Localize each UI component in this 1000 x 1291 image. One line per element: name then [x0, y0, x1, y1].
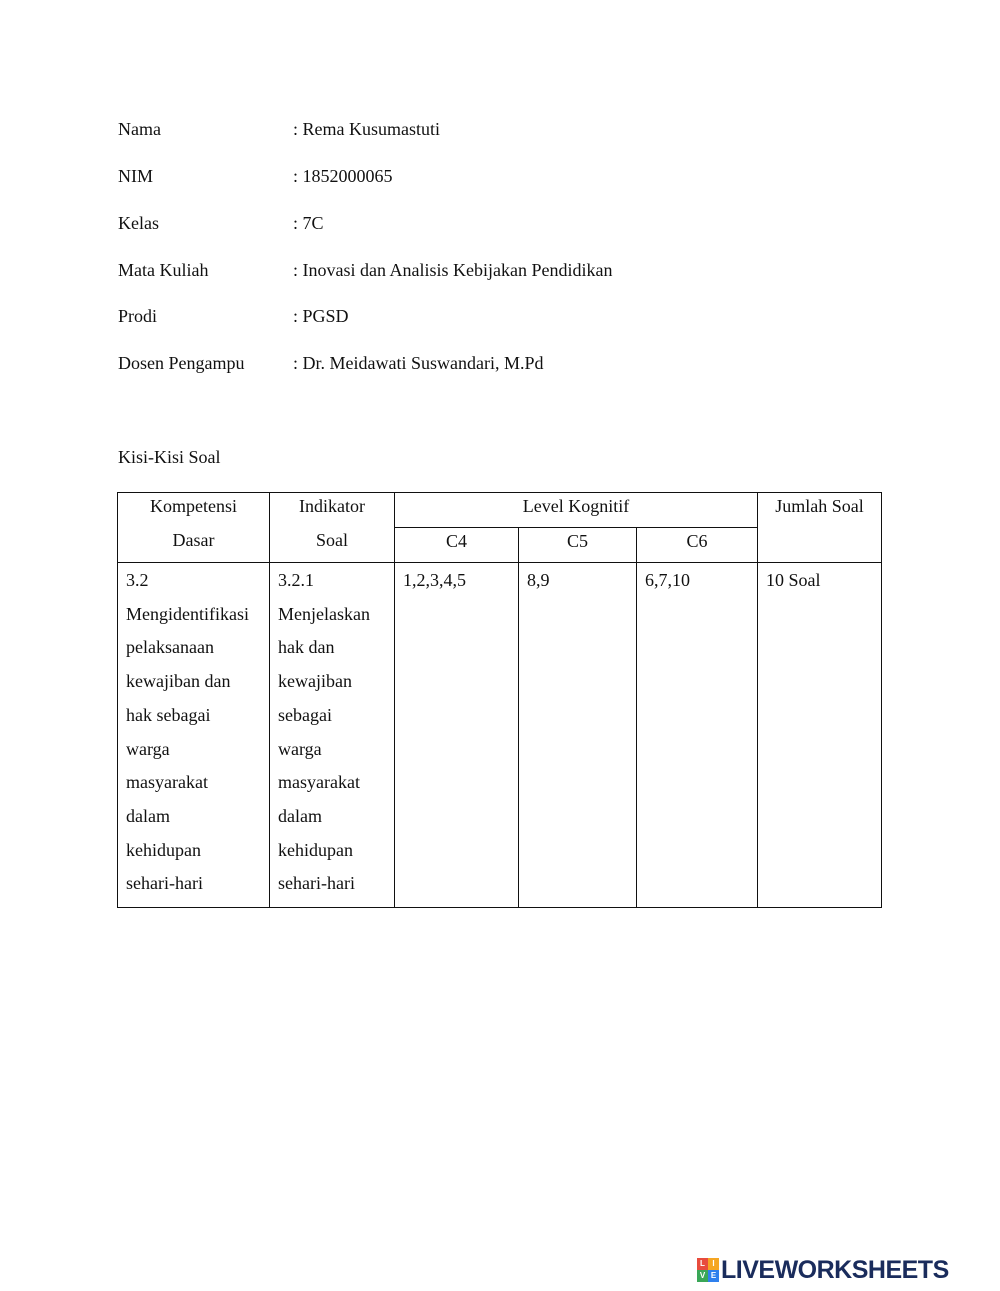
table-row — [118, 563, 882, 908]
logo-block: V — [697, 1270, 708, 1282]
logo-block: I — [708, 1258, 719, 1270]
cell-line: kehidupan — [278, 839, 353, 860]
table-header-row — [118, 493, 882, 528]
logo-text: LIVEWORKSHEETS — [721, 1256, 949, 1284]
header-kompetensi-dasar — [118, 493, 270, 563]
info-label: Mata Kuliah — [118, 260, 209, 280]
header-jumlah-soal — [758, 493, 882, 563]
cell-line: hak dan — [278, 637, 335, 658]
info-label: Nama — [118, 119, 161, 139]
cell-kompetensi-dasar — [118, 563, 270, 908]
header-c5: C5 — [519, 528, 637, 563]
liveworksheets-logo — [697, 1257, 949, 1283]
cell-line: Menjelaskan — [278, 603, 370, 624]
cell-line: kehidupan — [126, 839, 201, 860]
cell-c5: 8,9 — [519, 563, 637, 908]
info-label: NIM — [118, 166, 153, 186]
header-level-kognitif: Level Kognitif — [395, 493, 758, 528]
logo-block: L — [697, 1258, 708, 1270]
cell-line: warga — [126, 738, 170, 759]
info-value: : 7C — [293, 213, 324, 233]
cell-c6: 6,7,10 — [637, 563, 758, 908]
cell-line: kewajiban dan — [126, 671, 231, 692]
header-line: Indikator — [299, 496, 365, 516]
cell-line: Mengidentifikasi — [126, 603, 249, 624]
cell-line: sehari-hari — [126, 873, 203, 894]
logo-block: E — [708, 1270, 719, 1282]
header-c4: C4 — [395, 528, 519, 563]
cell-line: warga — [278, 738, 322, 759]
cell-line: hak sebagai — [126, 704, 211, 725]
info-value: : 1852000065 — [293, 166, 393, 186]
cell-c4: 1,2,3,4,5 — [395, 563, 519, 908]
cell-line: masyarakat — [278, 772, 360, 793]
cell-line: 3.2 — [126, 570, 149, 590]
cell-line: dalam — [278, 805, 322, 826]
cell-line: pelaksanaan — [126, 637, 214, 658]
kisi-kisi-table — [117, 492, 882, 908]
info-value: : Inovasi dan Analisis Kebijakan Pendidikan — [293, 260, 613, 280]
cell-line: kewajiban — [278, 671, 352, 692]
header-line: Soal — [315, 530, 348, 550]
cell-line: sebagai — [278, 704, 332, 725]
info-value: : PGSD — [293, 306, 349, 326]
cell-line: masyarakat — [126, 772, 208, 793]
header-c6: C6 — [637, 528, 758, 563]
info-label: Kelas — [118, 213, 159, 233]
section-title: Kisi-Kisi Soal — [118, 447, 221, 467]
live-blocks-icon — [697, 1258, 719, 1282]
header-line: Jumlah Soal — [775, 496, 864, 516]
cell-line: dalam — [126, 805, 170, 826]
cell-line: sehari-hari — [278, 873, 355, 894]
header-indikator-soal — [270, 493, 395, 563]
info-label: Prodi — [118, 306, 158, 326]
cell-line: 3.2.1 — [278, 570, 314, 590]
cell-jumlah-soal: 10 Soal — [758, 563, 882, 908]
header-line: Kompetensi — [150, 496, 237, 516]
info-label: Dosen Pengampu — [118, 353, 245, 373]
cell-indikator-soal — [270, 563, 395, 908]
header-line: Dasar — [172, 530, 215, 550]
info-value: : Dr. Meidawati Suswandari, M.Pd — [293, 353, 544, 373]
info-value: : Rema Kusumastuti — [293, 119, 440, 139]
